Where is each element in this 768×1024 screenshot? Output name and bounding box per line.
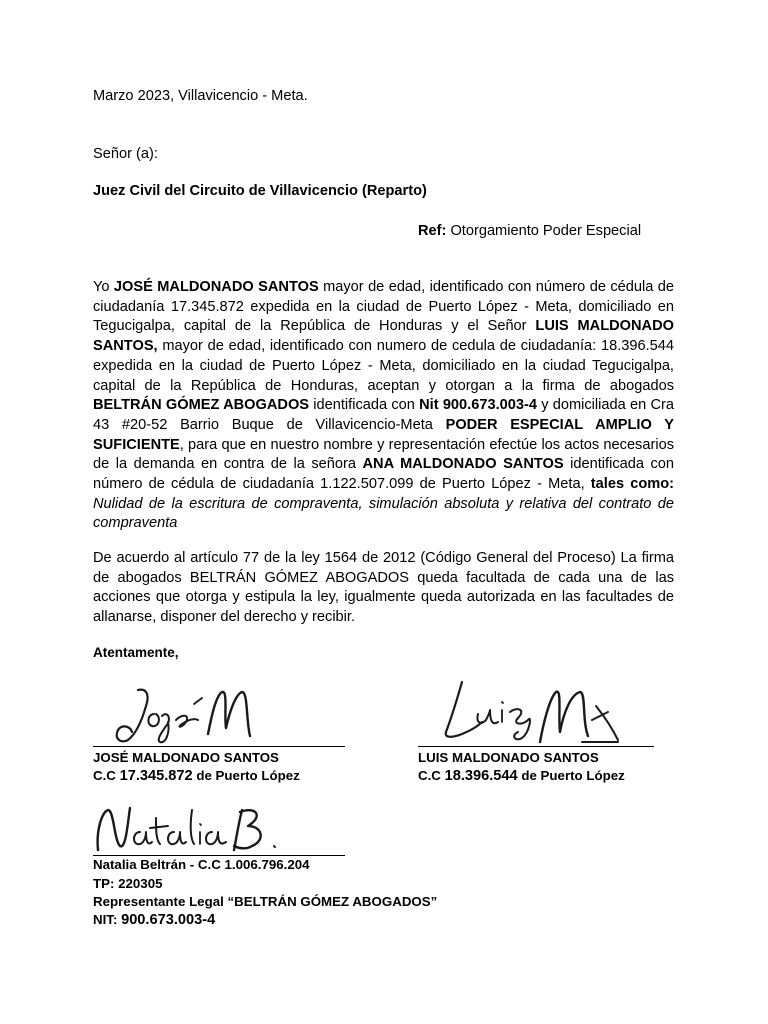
p1-text: y domiciliada en Cra 43 #20-52 Barrio Buque de Villavicencio-Meta <box>93 397 674 433</box>
representative-nit: NIT: 900.673.003-4 <box>93 912 216 928</box>
letter-date: Marzo 2023, Villavicencio - Meta. <box>93 88 308 104</box>
p1-bold-such-as: tales como: <box>590 476 675 493</box>
ref-text: Otorgamiento Poder Especial <box>446 223 642 239</box>
closing: Atentamente, <box>93 645 179 660</box>
addressee: Juez Civil del Circuito de Villavicencio (Reparto) <box>93 183 427 199</box>
body-paragraph-1 <box>93 278 674 534</box>
signer-cc-jose: C.C 17.345.872 de Puerto López <box>93 768 300 784</box>
p1-text: Yo <box>93 279 114 295</box>
representative-role: Representante Legal “BELTRÁN GÓMEZ ABOGADOS” <box>93 894 438 909</box>
signature-jose <box>110 684 270 746</box>
p1-text: identificada con <box>309 397 420 414</box>
signature-natalia <box>88 800 298 858</box>
p1-text: mayor de edad, identificado con número de cédula de ciudadanía 17.345.872 expedida en la ciudad de Puerto López - Meta, domiciliado en Tegucigalpa, capital de la República de Honduras y el Señor <box>93 279 674 335</box>
p1-text: , para que en nuestro nombre y representación efectúe los actos necesarios de la demanda en contra de la señora <box>93 436 674 473</box>
p1-bold-nit: Nit 900.673.003-4 <box>419 397 537 414</box>
p1-bold-name: LUIS MALDONADO SANTOS, <box>93 318 674 355</box>
p1-italic-claims: Nulidad de la escritura de compraventa, simulación absoluta y relativa del contrato de compraventa <box>93 495 674 532</box>
reference-line <box>418 223 641 239</box>
signer-cc-luis: C.C 18.396.544 de Puerto López <box>418 768 625 784</box>
p1-bold-power: PODER ESPECIAL AMPLIO Y SUFICIENTE <box>93 416 674 453</box>
signature-line-natalia <box>93 855 345 856</box>
ref-label: Ref: <box>418 223 447 239</box>
signature-line-luis <box>418 746 654 747</box>
p1-text: identificada con número de cédula de ciudadanía 1.122.507.099 de Puerto López - Meta, <box>93 456 674 493</box>
p1-text: mayor de edad, identificado con numero de cedula de ciudadanía: 18.396.544 expedida en la ciudad de Puerto López - Meta, domiciliado en la ciudad Tegucigalpa, capital de la República de Honduras, aceptan y otorgan a la firma de abogados <box>93 338 674 394</box>
representative-tp: TP: 220305 <box>93 876 163 891</box>
representative-name: Natalia Beltrán - C.C 1.006.796.204 <box>93 857 310 872</box>
signer-name-luis: LUIS MALDONADO SANTOS <box>418 750 599 765</box>
p1-bold-name: ANA MALDONADO SANTOS <box>362 456 564 473</box>
p1-bold-firm: BELTRÁN GÓMEZ ABOGADOS <box>93 397 310 414</box>
signature-luis <box>432 676 632 748</box>
salutation: Señor (a): <box>93 146 158 162</box>
signer-name-jose: JOSÉ MALDONADO SANTOS <box>93 750 279 765</box>
p1-bold-name: JOSÉ MALDONADO SANTOS <box>113 279 319 295</box>
signature-line-jose <box>93 746 345 747</box>
body-paragraph-2: De acuerdo al artículo 77 de la ley 1564 de 2012 (Código General del Proceso) La firma de abogados BELTRÁN GÓMEZ ABOGADOS queda facultada de cada una de las acciones que otorga y estipula la ley, igualmente queda autorizada en las facultades de allanarse, disponer del derecho y recibir. <box>93 550 674 626</box>
